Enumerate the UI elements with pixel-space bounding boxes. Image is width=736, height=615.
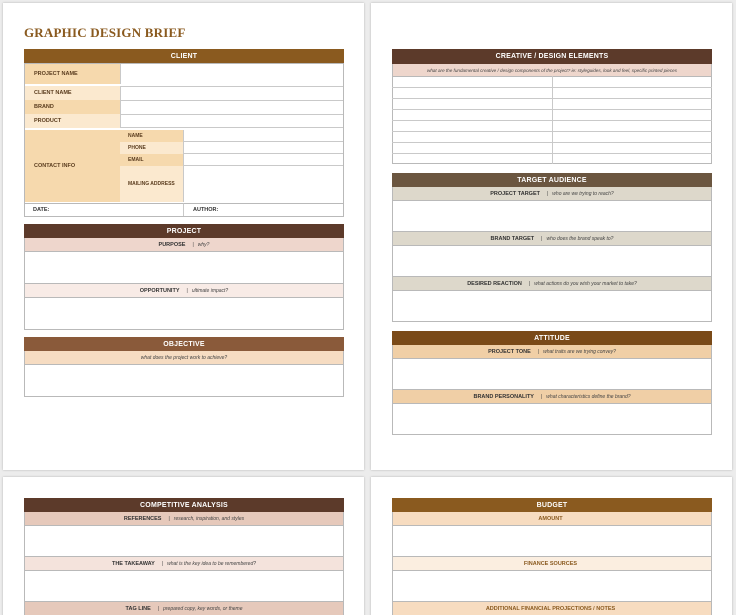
date-label[interactable]: DATE:	[25, 203, 183, 216]
opportunity-row	[24, 284, 344, 297]
additional-row	[392, 602, 712, 615]
desired-reaction-field[interactable]	[392, 290, 712, 322]
budget-header: BUDGET	[392, 498, 712, 512]
separator: |	[192, 241, 194, 248]
separator: |	[541, 235, 543, 242]
tagline-hint: prepared copy, key words, or theme	[163, 605, 243, 612]
objective-hint-row	[24, 351, 344, 364]
project-target-hint: who are we trying to reach?	[552, 190, 614, 197]
project-target-row	[392, 187, 712, 200]
project-header: PROJECT	[24, 224, 344, 238]
tagline-row	[24, 602, 344, 615]
objective-field[interactable]	[24, 364, 344, 397]
contact-name-label: NAME	[120, 130, 183, 142]
brand-target-hint: who does the brand speak to?	[546, 235, 614, 242]
brand-target-row	[392, 232, 712, 245]
amount-field[interactable]	[392, 525, 712, 557]
creative-hint: what are the fundamental creative / design components of the project? ie: styleguides, look and feel, specific printed pieces	[427, 67, 677, 73]
client-name-field[interactable]	[120, 86, 343, 100]
takeaway-label: THE TAKEAWAY	[111, 560, 155, 567]
separator: |	[168, 515, 170, 522]
competitive-header: COMPETITIVE ANALYSIS	[24, 498, 344, 512]
additional-label: ADDITIONAL FINANCIAL PROJECTIONS / NOTES	[485, 605, 616, 612]
contact-email-label: EMAIL	[120, 154, 183, 166]
tagline-label: TAG LINE	[125, 605, 151, 612]
desired-reaction-label: DESIRED REACTION	[467, 280, 522, 287]
client-name-label: CLIENT NAME	[25, 86, 120, 100]
amount-row	[392, 512, 712, 525]
brand-target-label: BRAND TARGET	[490, 235, 535, 242]
purpose-hint: why?	[197, 241, 210, 248]
takeaway-hint: what is the key idea to be remembered?	[167, 560, 257, 567]
opportunity-hint: ultimate impact?	[191, 287, 229, 294]
project-tone-hint: what traits are we trying convey?	[543, 348, 616, 355]
brand-target-field[interactable]	[392, 245, 712, 277]
document-title: GRAPHIC DESIGN BRIEF	[24, 25, 186, 40]
target-header: TARGET AUDIENCE	[392, 173, 712, 187]
brand-personality-row	[392, 390, 712, 403]
creative-header: CREATIVE / DESIGN ELEMENTS	[392, 49, 712, 64]
brand-personality-field[interactable]	[392, 403, 712, 435]
brand-label: BRAND	[25, 100, 120, 114]
creative-hint-row	[392, 64, 712, 76]
separator: |	[537, 348, 540, 355]
page-1	[3, 3, 364, 470]
contact-info-label: CONTACT INFO	[25, 130, 120, 202]
page-4	[371, 477, 732, 615]
opportunity-label: OPPORTUNITY	[139, 287, 180, 294]
contact-phone-field[interactable]	[183, 142, 343, 154]
purpose-field[interactable]	[24, 251, 344, 284]
contact-phone-label: PHONE	[120, 142, 183, 154]
amount-label: AMOUNT	[538, 515, 563, 522]
finance-sources-field[interactable]	[392, 570, 712, 602]
separator: |	[546, 190, 549, 197]
brand-personality-label: BRAND PERSONALITY	[473, 393, 534, 400]
project-tone-label: PROJECT TONE	[488, 348, 531, 355]
client-header: CLIENT	[24, 49, 344, 63]
purpose-label: PURPOSE	[158, 241, 186, 248]
references-field[interactable]	[24, 525, 344, 557]
separator: |	[528, 280, 531, 287]
contact-email-field[interactable]	[183, 154, 343, 166]
attitude-header: ATTITUDE	[392, 331, 712, 345]
contact-name-field[interactable]	[183, 130, 343, 142]
references-row	[24, 512, 344, 525]
product-field[interactable]	[120, 114, 343, 128]
references-hint: research, inspiration, and styles	[173, 515, 245, 522]
desired-reaction-hint: what actions do you wish your market to take?	[534, 280, 637, 287]
project-tone-field[interactable]	[392, 358, 712, 390]
objective-hint: what does the project work to achieve?	[140, 354, 228, 361]
project-name-label: PROJECT NAME	[25, 64, 120, 84]
separator: |	[161, 560, 164, 567]
desired-reaction-row	[392, 277, 712, 290]
brand-personality-hint: what characteristics define the brand?	[546, 393, 631, 400]
takeaway-row	[24, 557, 344, 570]
mailing-address-field[interactable]	[183, 166, 343, 202]
product-label: PRODUCT	[25, 114, 120, 128]
page-3	[3, 477, 364, 615]
brand-field[interactable]	[120, 100, 343, 114]
separator: |	[540, 393, 543, 400]
opportunity-field[interactable]	[24, 297, 344, 330]
takeaway-field[interactable]	[24, 570, 344, 602]
objective-header: OBJECTIVE	[24, 337, 344, 351]
mailing-address-label: MAILING ADDRESS	[120, 166, 183, 202]
project-target-field[interactable]	[392, 200, 712, 232]
project-name-field[interactable]	[120, 64, 343, 84]
author-label[interactable]: AUTHOR:	[183, 203, 343, 216]
purpose-row	[24, 238, 344, 251]
finance-sources-label: FINANCE SOURCES	[523, 560, 578, 567]
finance-sources-row	[392, 557, 712, 570]
separator: |	[157, 605, 160, 612]
page-2	[371, 3, 732, 470]
references-label: REFERENCES	[123, 515, 162, 522]
separator: |	[186, 287, 188, 294]
project-tone-row	[392, 345, 712, 358]
project-target-label: PROJECT TARGET	[490, 190, 540, 197]
